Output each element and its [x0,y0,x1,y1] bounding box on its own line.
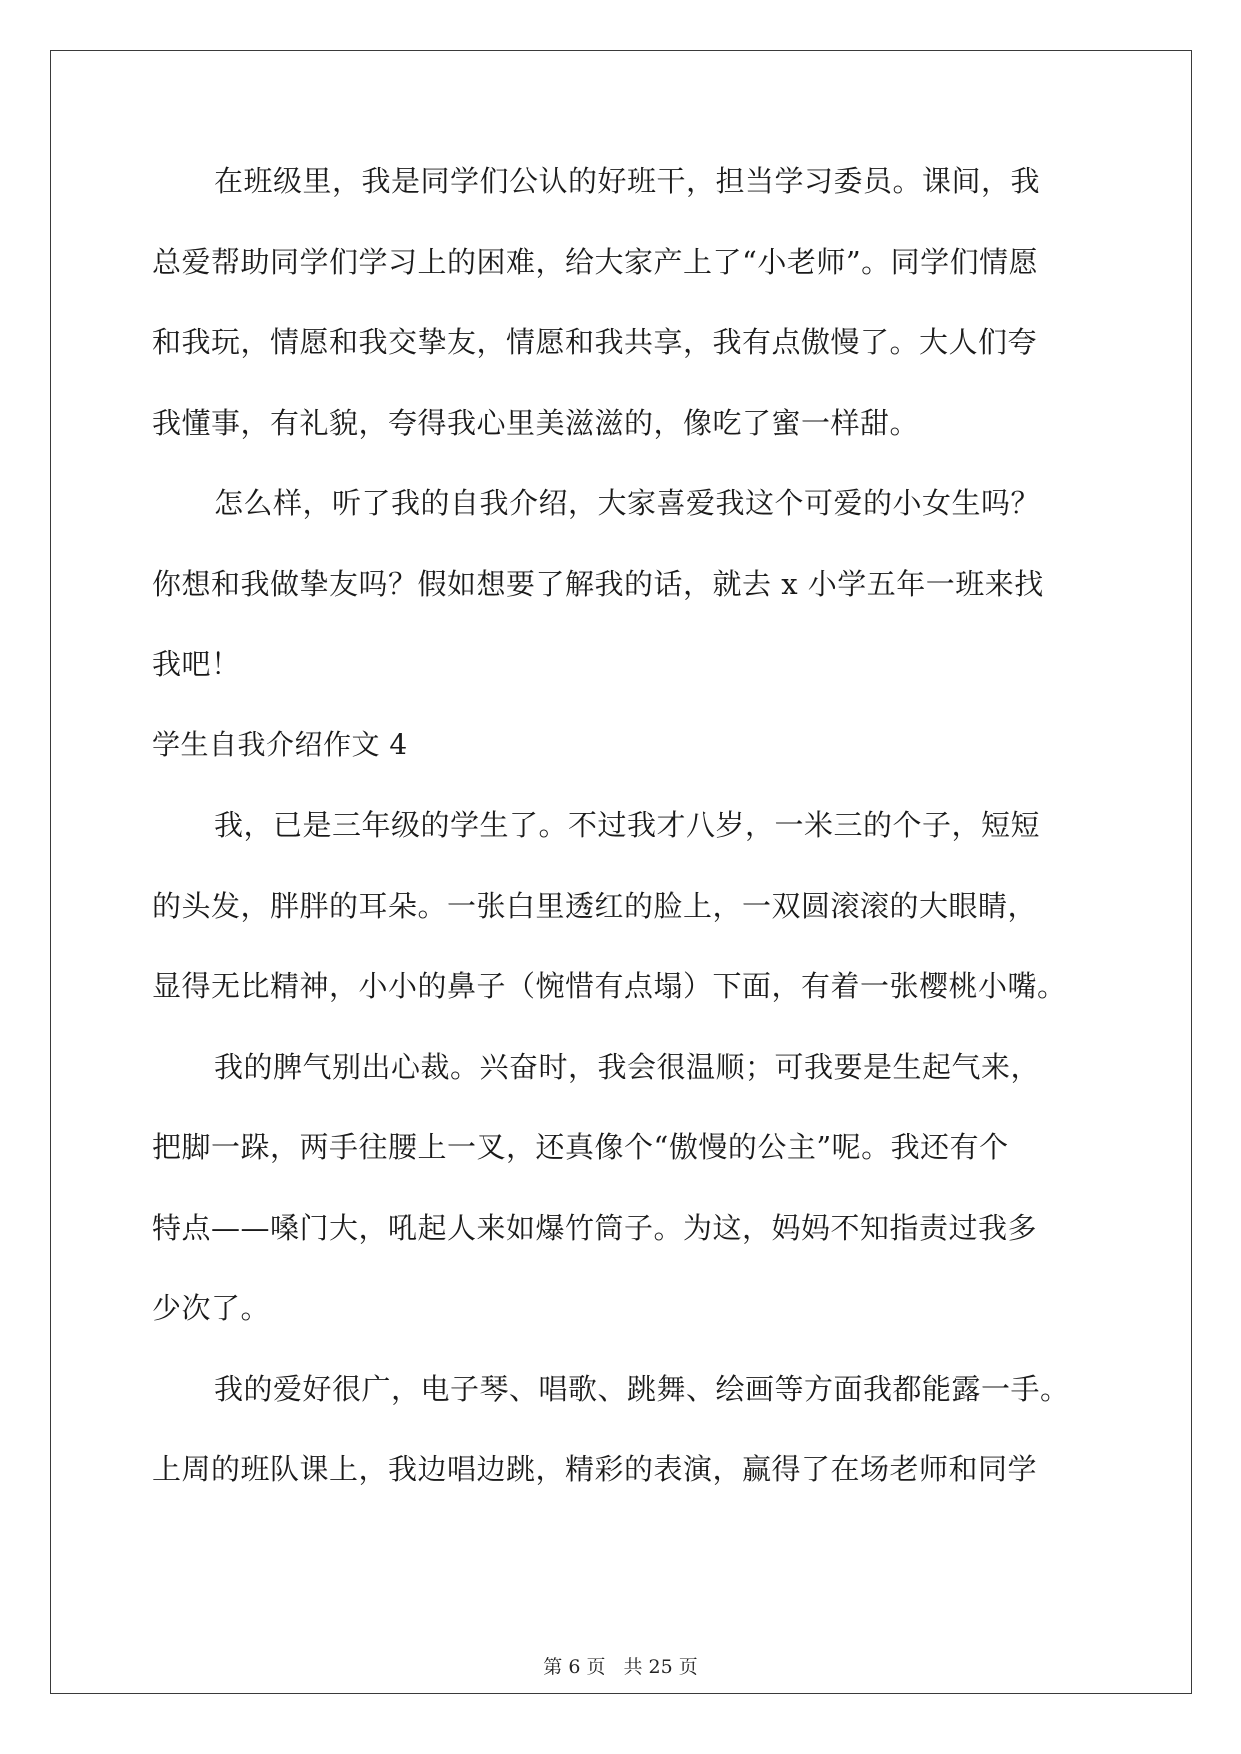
paragraph-line: 我吧！ [152,647,241,681]
paragraph-line: 上周的班队课上，我边唱边跳，精彩的表演，赢得了在场老师和同学 [152,1452,1038,1486]
page-total: 共 25 页 [623,1656,698,1678]
paragraph-line: 我的爱好很广，电子琴、唱歌、跳舞、绘画等方面我都能露一手。 [214,1371,1070,1406]
page-footer [0,1652,1241,1679]
paragraph-line: 特点——嗓门大，吼起人来如爆竹筒子。为这，妈妈不知指责过我多 [152,1210,1038,1245]
paragraph-line: 你想和我做挚友吗？假如想要了解我的话，就去 x 小学五年一班来找 [152,566,1044,601]
paragraph-line: 我，已是三年级的学生了。不过我才八岁，一米三的个子，短短 [214,808,1041,842]
page-number: 第 6 页 [543,1656,606,1678]
paragraph-line: 和我玩，情愿和我交挚友，情愿和我共享，我有点傲慢了。大人们夸 [152,325,1038,359]
paragraph-line: 少次了。 [152,1291,271,1325]
paragraph-line: 把脚一跺，两手往腰上一叉，还真像个“傲慢的公主”呢。我还有个 [152,1130,1009,1164]
paragraph-line: 显得无比精神，小小的鼻子（惋惜有点塌）下面，有着一张樱桃小嘴。 [152,969,1067,1003]
document-body [152,163,1092,1532]
paragraph-line: 我懂事，有礼貌，夸得我心里美滋滋的，像吃了蜜一样甜。 [152,405,920,440]
paragraph-line: 怎么样，听了我的自我介绍，大家喜爱我这个可爱的小女生吗？ [214,486,1041,520]
paragraph-line: 我的脾气别出心裁。兴奋时，我会很温顺；可我要是生起气来， [214,1049,1041,1084]
paragraph-line: 在班级里，我是同学们公认的好班干，担当学习委员。课间，我 [214,164,1041,198]
paragraph-line: 总爱帮助同学们学习上的困难，给大家产上了“小老师”。同学们情愿 [152,244,1039,279]
paragraph-line: 的头发，胖胖的耳朵。一张白里透红的脸上，一双圆滚滚的大眼睛， [152,888,1038,923]
section-heading: 学生自我介绍作文 4 [152,727,408,761]
